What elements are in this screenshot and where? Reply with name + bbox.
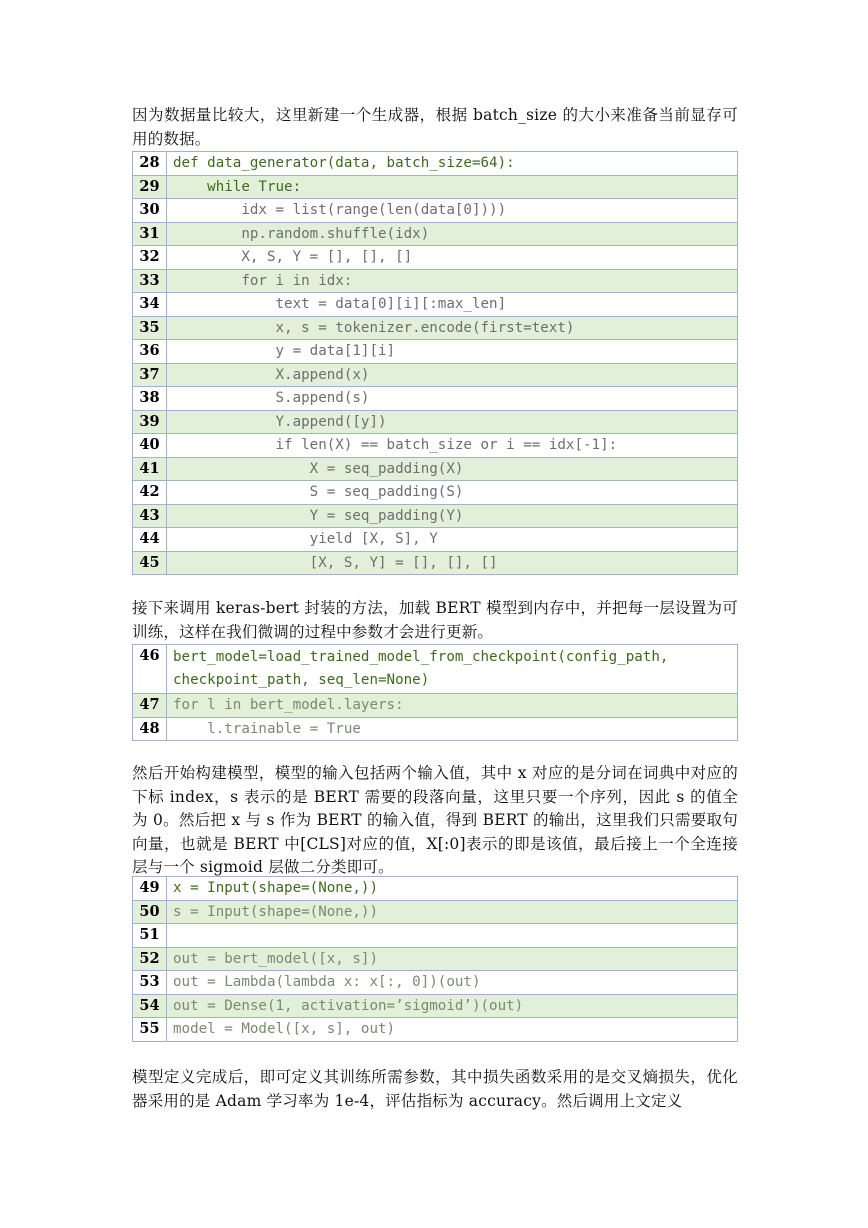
code-text — [167, 924, 738, 948]
code-line — [133, 222, 738, 246]
code-line — [133, 269, 738, 293]
code-line — [133, 971, 738, 995]
line-number: 51 — [133, 924, 167, 948]
code-line — [133, 152, 738, 176]
code-line — [133, 877, 738, 901]
line-number: 41 — [133, 457, 167, 481]
line-number: 32 — [133, 246, 167, 270]
code-text: for i in idx: — [167, 269, 738, 293]
code-text: text = data[0][i][:max_len] — [167, 293, 738, 317]
paragraph-build-model: 然后开始构建模型，模型的输入包括两个输入值，其中 x 对应的是分词在词典中对应的下标 index，s 表示的是 BERT 需要的段落向量，这里只要一个序列，因此 s 的值全为 0。然后把 x 与 s 作为 BERT 的输入值，得到 BERT 的输出，这里我们只需要取句向量，也就是 BERT 中[CLS]对应的值，X[:0]表示的即是该值，最后接上一个全连接层与一个 sigmoid 层做二分类即可。 — [132, 764, 738, 876]
paragraph-training: 模型定义完成后，即可定义其训练所需参数，其中损失函数采用的是交叉熵损失，优化器采用的是 Adam 学习率为 1e-4，评估指标为 accuracy。然后调用上文定义 — [132, 1068, 738, 1110]
line-number: 31 — [133, 222, 167, 246]
code-text: l.trainable = True — [167, 717, 738, 741]
code-line — [133, 551, 738, 575]
code-line — [133, 1018, 738, 1042]
line-number: 39 — [133, 410, 167, 434]
code-block-data-generator — [132, 151, 738, 575]
line-number: 47 — [133, 694, 167, 718]
line-number: 35 — [133, 316, 167, 340]
code-line — [133, 387, 738, 411]
line-number: 44 — [133, 528, 167, 552]
code-block-load-bert — [132, 644, 738, 741]
code-line — [133, 694, 738, 718]
code-line — [133, 410, 738, 434]
line-number: 48 — [133, 717, 167, 741]
code-text: Y.append([y]) — [167, 410, 738, 434]
code-line — [133, 504, 738, 528]
code-text: def data_generator(data, batch_size=64): — [167, 152, 738, 176]
code-text: if len(X) == batch_size or i == idx[-1]: — [167, 434, 738, 458]
code-text: while True: — [167, 175, 738, 199]
line-number: 36 — [133, 340, 167, 364]
line-number: 45 — [133, 551, 167, 575]
code-line — [133, 199, 738, 223]
code-text: out = Lambda(lambda x: x[:, 0])(out) — [167, 971, 738, 995]
code-line — [133, 481, 738, 505]
code-line — [133, 900, 738, 924]
code-text: S.append(s) — [167, 387, 738, 411]
code-text: S = seq_padding(S) — [167, 481, 738, 505]
line-number: 42 — [133, 481, 167, 505]
code-line — [133, 645, 738, 694]
code-text: for l in bert_model.layers: — [167, 694, 738, 718]
code-block-model — [132, 876, 738, 1042]
code-text: idx = list(range(len(data[0]))) — [167, 199, 738, 223]
code-text: bert_model=load_trained_model_from_checkpoint(config_path, checkpoint_path, seq_len=None) — [167, 645, 738, 694]
code-line — [133, 293, 738, 317]
code-line — [133, 947, 738, 971]
line-number: 50 — [133, 900, 167, 924]
code-text: X.append(x) — [167, 363, 738, 387]
code-line — [133, 924, 738, 948]
code-line — [133, 717, 738, 741]
code-text: yield [X, S], Y — [167, 528, 738, 552]
paragraph-intro: 因为数据量比较大，这里新建一个生成器，根据 batch_size 的大小来准备当前显存可用的数据。 — [132, 106, 738, 148]
code-line — [133, 340, 738, 364]
line-number: 28 — [133, 152, 167, 176]
code-text: X, S, Y = [], [], [] — [167, 246, 738, 270]
code-text: X = seq_padding(X) — [167, 457, 738, 481]
line-number: 53 — [133, 971, 167, 995]
code-line — [133, 434, 738, 458]
code-text: x = Input(shape=(None,)) — [167, 877, 738, 901]
line-number: 30 — [133, 199, 167, 223]
code-line — [133, 528, 738, 552]
line-number: 38 — [133, 387, 167, 411]
line-number: 37 — [133, 363, 167, 387]
code-text: out = bert_model([x, s]) — [167, 947, 738, 971]
code-text: x, s = tokenizer.encode(first=text) — [167, 316, 738, 340]
line-number: 46 — [133, 645, 167, 694]
line-number: 33 — [133, 269, 167, 293]
line-number: 34 — [133, 293, 167, 317]
code-line — [133, 363, 738, 387]
line-number: 43 — [133, 504, 167, 528]
code-text: [X, S, Y] = [], [], [] — [167, 551, 738, 575]
code-line — [133, 175, 738, 199]
code-text: s = Input(shape=(None,)) — [167, 900, 738, 924]
code-line — [133, 316, 738, 340]
code-text: np.random.shuffle(idx) — [167, 222, 738, 246]
code-line — [133, 246, 738, 270]
paragraph-keras-bert: 接下来调用 keras-bert 封装的方法，加载 BERT 模型到内存中，并把每一层设置为可训练，这样在我们微调的过程中参数才会进行更新。 — [132, 599, 738, 641]
code-line — [133, 457, 738, 481]
code-text: model = Model([x, s], out) — [167, 1018, 738, 1042]
line-number: 52 — [133, 947, 167, 971]
line-number: 55 — [133, 1018, 167, 1042]
code-text: y = data[1][i] — [167, 340, 738, 364]
line-number: 49 — [133, 877, 167, 901]
line-number: 29 — [133, 175, 167, 199]
code-text: out = Dense(1, activation=’sigmoid’)(out) — [167, 994, 738, 1018]
line-number: 40 — [133, 434, 167, 458]
code-line — [133, 994, 738, 1018]
line-number: 54 — [133, 994, 167, 1018]
code-text: Y = seq_padding(Y) — [167, 504, 738, 528]
